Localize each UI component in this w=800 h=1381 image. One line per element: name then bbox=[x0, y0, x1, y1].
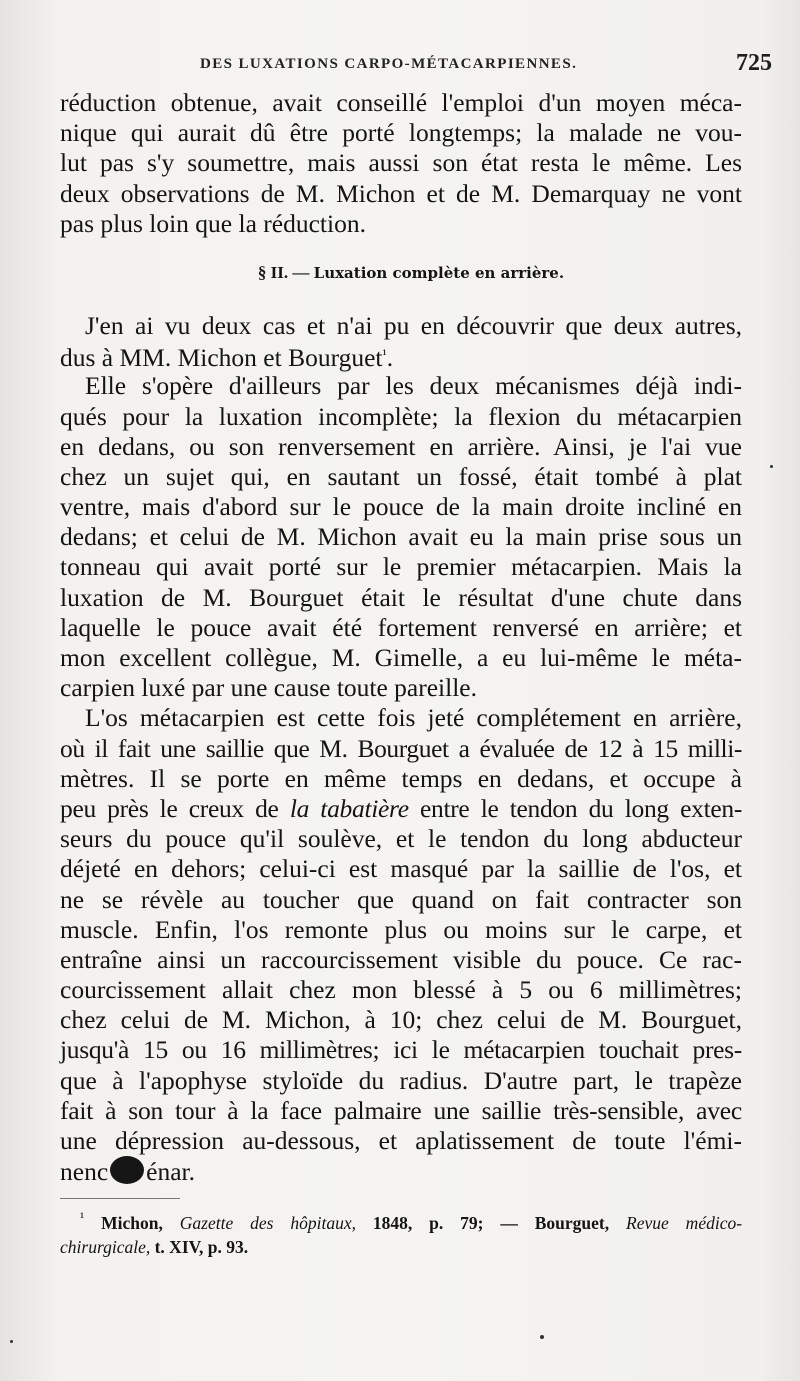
text-line bbox=[60, 341, 742, 371]
text-segment: entre le tendon du long exten- bbox=[419, 793, 743, 823]
text-segment: . bbox=[386, 343, 394, 373]
text-line: chez celui de M. Michon, à 10; chez celui de M. Bourguet, bbox=[60, 1005, 742, 1035]
text-line: fait à son tour à la face palmaire une saillie très-sensible, avec bbox=[60, 1095, 742, 1125]
text-line: carpien luxé par une cause toute pareille. bbox=[60, 673, 478, 703]
ink-blot bbox=[110, 1156, 144, 1184]
text-line: ne se révèle au toucher que quand on fait contracter son bbox=[60, 884, 742, 914]
speck bbox=[770, 465, 773, 468]
text-line: laquelle le pouce avait été fortement renversé en arrière; et bbox=[60, 612, 742, 642]
paragraph bbox=[60, 703, 742, 1186]
body-text bbox=[60, 88, 742, 1259]
text-line: tonneau qui avait porté sur le premier métacarpien. Mais la bbox=[60, 552, 742, 582]
running-head bbox=[60, 50, 772, 82]
speck bbox=[10, 1340, 13, 1343]
footnote-author: Michon, bbox=[101, 1213, 163, 1234]
paragraph bbox=[60, 88, 742, 239]
journal-title: chirurgicale, bbox=[60, 1236, 151, 1257]
text-line: mon excellent collègue, M. Gimelle, a eu lui-même le méta- bbox=[60, 643, 742, 672]
text-line: courcissement allait chez mon blessé à 5 ou 6 millimètres; bbox=[60, 975, 742, 1005]
text-line: luxation de M. Bourguet était le résultat d'une chute dans bbox=[60, 582, 742, 612]
footnote-mark: ¹ bbox=[80, 1211, 85, 1227]
text-line: jusqu'à 15 ou 16 millimètres; ici le métacarpien touchait pres- bbox=[60, 1035, 742, 1065]
italic-term: la tabatière bbox=[289, 793, 409, 823]
text-line: J'en ai vu deux cas et n'ai pu en découvrir que deux autres, bbox=[85, 310, 742, 340]
paragraph bbox=[60, 311, 742, 371]
text-line: deux observations de M. Michon et de M. Demarquay ne vont bbox=[60, 178, 742, 208]
section-heading bbox=[60, 261, 742, 291]
text-line: qués pour la luxation incomplète; la flexion du métacarpien bbox=[60, 401, 742, 431]
text-segment: dus à MM. Michon et Bourguet bbox=[60, 343, 383, 373]
text-line: mètres. Il se porte en même temps en dedans, et occupe à bbox=[60, 763, 742, 793]
text-line: dedans; et celui de M. Michon avait eu la main prise sous un bbox=[60, 522, 742, 552]
text-line: que à l'apophyse styloïde du radius. D'autre part, le trapèze bbox=[60, 1065, 742, 1095]
section-marker: § II. — bbox=[257, 262, 310, 282]
section-title: Luxation complète en arrière. bbox=[313, 263, 565, 282]
footnote-reference-text: t. XIV, p. 93. bbox=[154, 1236, 249, 1257]
text-line: chez un sujet qui, en sautant un fossé, était tombé à plat bbox=[60, 461, 742, 491]
text-line: muscle. Enfin, l'os remonte plus ou moins sur le carpe, et bbox=[60, 914, 742, 944]
footnote bbox=[60, 1207, 742, 1259]
journal-title: Revue médico- bbox=[626, 1213, 743, 1234]
text-line bbox=[60, 1156, 742, 1186]
footnote-line bbox=[60, 1236, 742, 1260]
text-line: en dedans, ou son renversement en arrière. Ainsi, je l'ai vue bbox=[60, 431, 742, 461]
journal-title: Gazette des hôpitaux, bbox=[179, 1213, 356, 1234]
text-segment: nenc bbox=[60, 1157, 109, 1187]
text-line: réduction obtenue, avait conseillé l'emploi d'un moyen méca- bbox=[60, 88, 742, 117]
text-line: nique qui aurait dû être porté longtemps; la malade ne vou- bbox=[60, 118, 742, 148]
text-line: Elle s'opère d'ailleurs par les deux mécanismes déjà indi- bbox=[85, 371, 742, 401]
footnote-reference: ¹ bbox=[382, 348, 387, 364]
paragraph bbox=[60, 371, 742, 703]
footnote-separator bbox=[60, 1198, 180, 1199]
text-line: entraîne ainsi un raccourcissement visible du pouce. Ce rac- bbox=[60, 944, 742, 974]
footnote-reference-text: 1848, p. 79; — Bourguet, bbox=[372, 1213, 610, 1234]
text-segment: peu près le creux de bbox=[60, 793, 279, 823]
page-number: 725 bbox=[736, 50, 772, 76]
text-line: seurs du pouce qu'il soulève, et le tendon du long abducteur bbox=[60, 824, 742, 854]
text-line: pas plus loin que la réduction. bbox=[60, 208, 366, 238]
text-line: lut pas s'y soumettre, mais aussi son état resta le même. Les bbox=[60, 148, 742, 178]
footnote-line bbox=[60, 1207, 742, 1236]
text-line: une dépression au-dessous, et aplatissement de toute l'émi- bbox=[60, 1126, 742, 1155]
running-title: DES LUXATIONS CARPO-MÉTACARPIENNES. bbox=[200, 56, 578, 72]
speck bbox=[540, 1335, 544, 1339]
text-line: déjeté en dehors; celui-ci est masqué par la saillie de l'os, et bbox=[60, 854, 742, 884]
text-line: ventre, mais d'abord sur le pouce de la main droite incliné en bbox=[60, 492, 742, 522]
text-segment: énar. bbox=[146, 1157, 195, 1187]
text-line: où il fait une saillie que M. Bourguet a évaluée de 12 à 15 milli- bbox=[60, 733, 742, 763]
text-line: L'os métacarpien est cette fois jeté complétement en arrière, bbox=[85, 703, 742, 733]
text-line bbox=[60, 794, 742, 824]
